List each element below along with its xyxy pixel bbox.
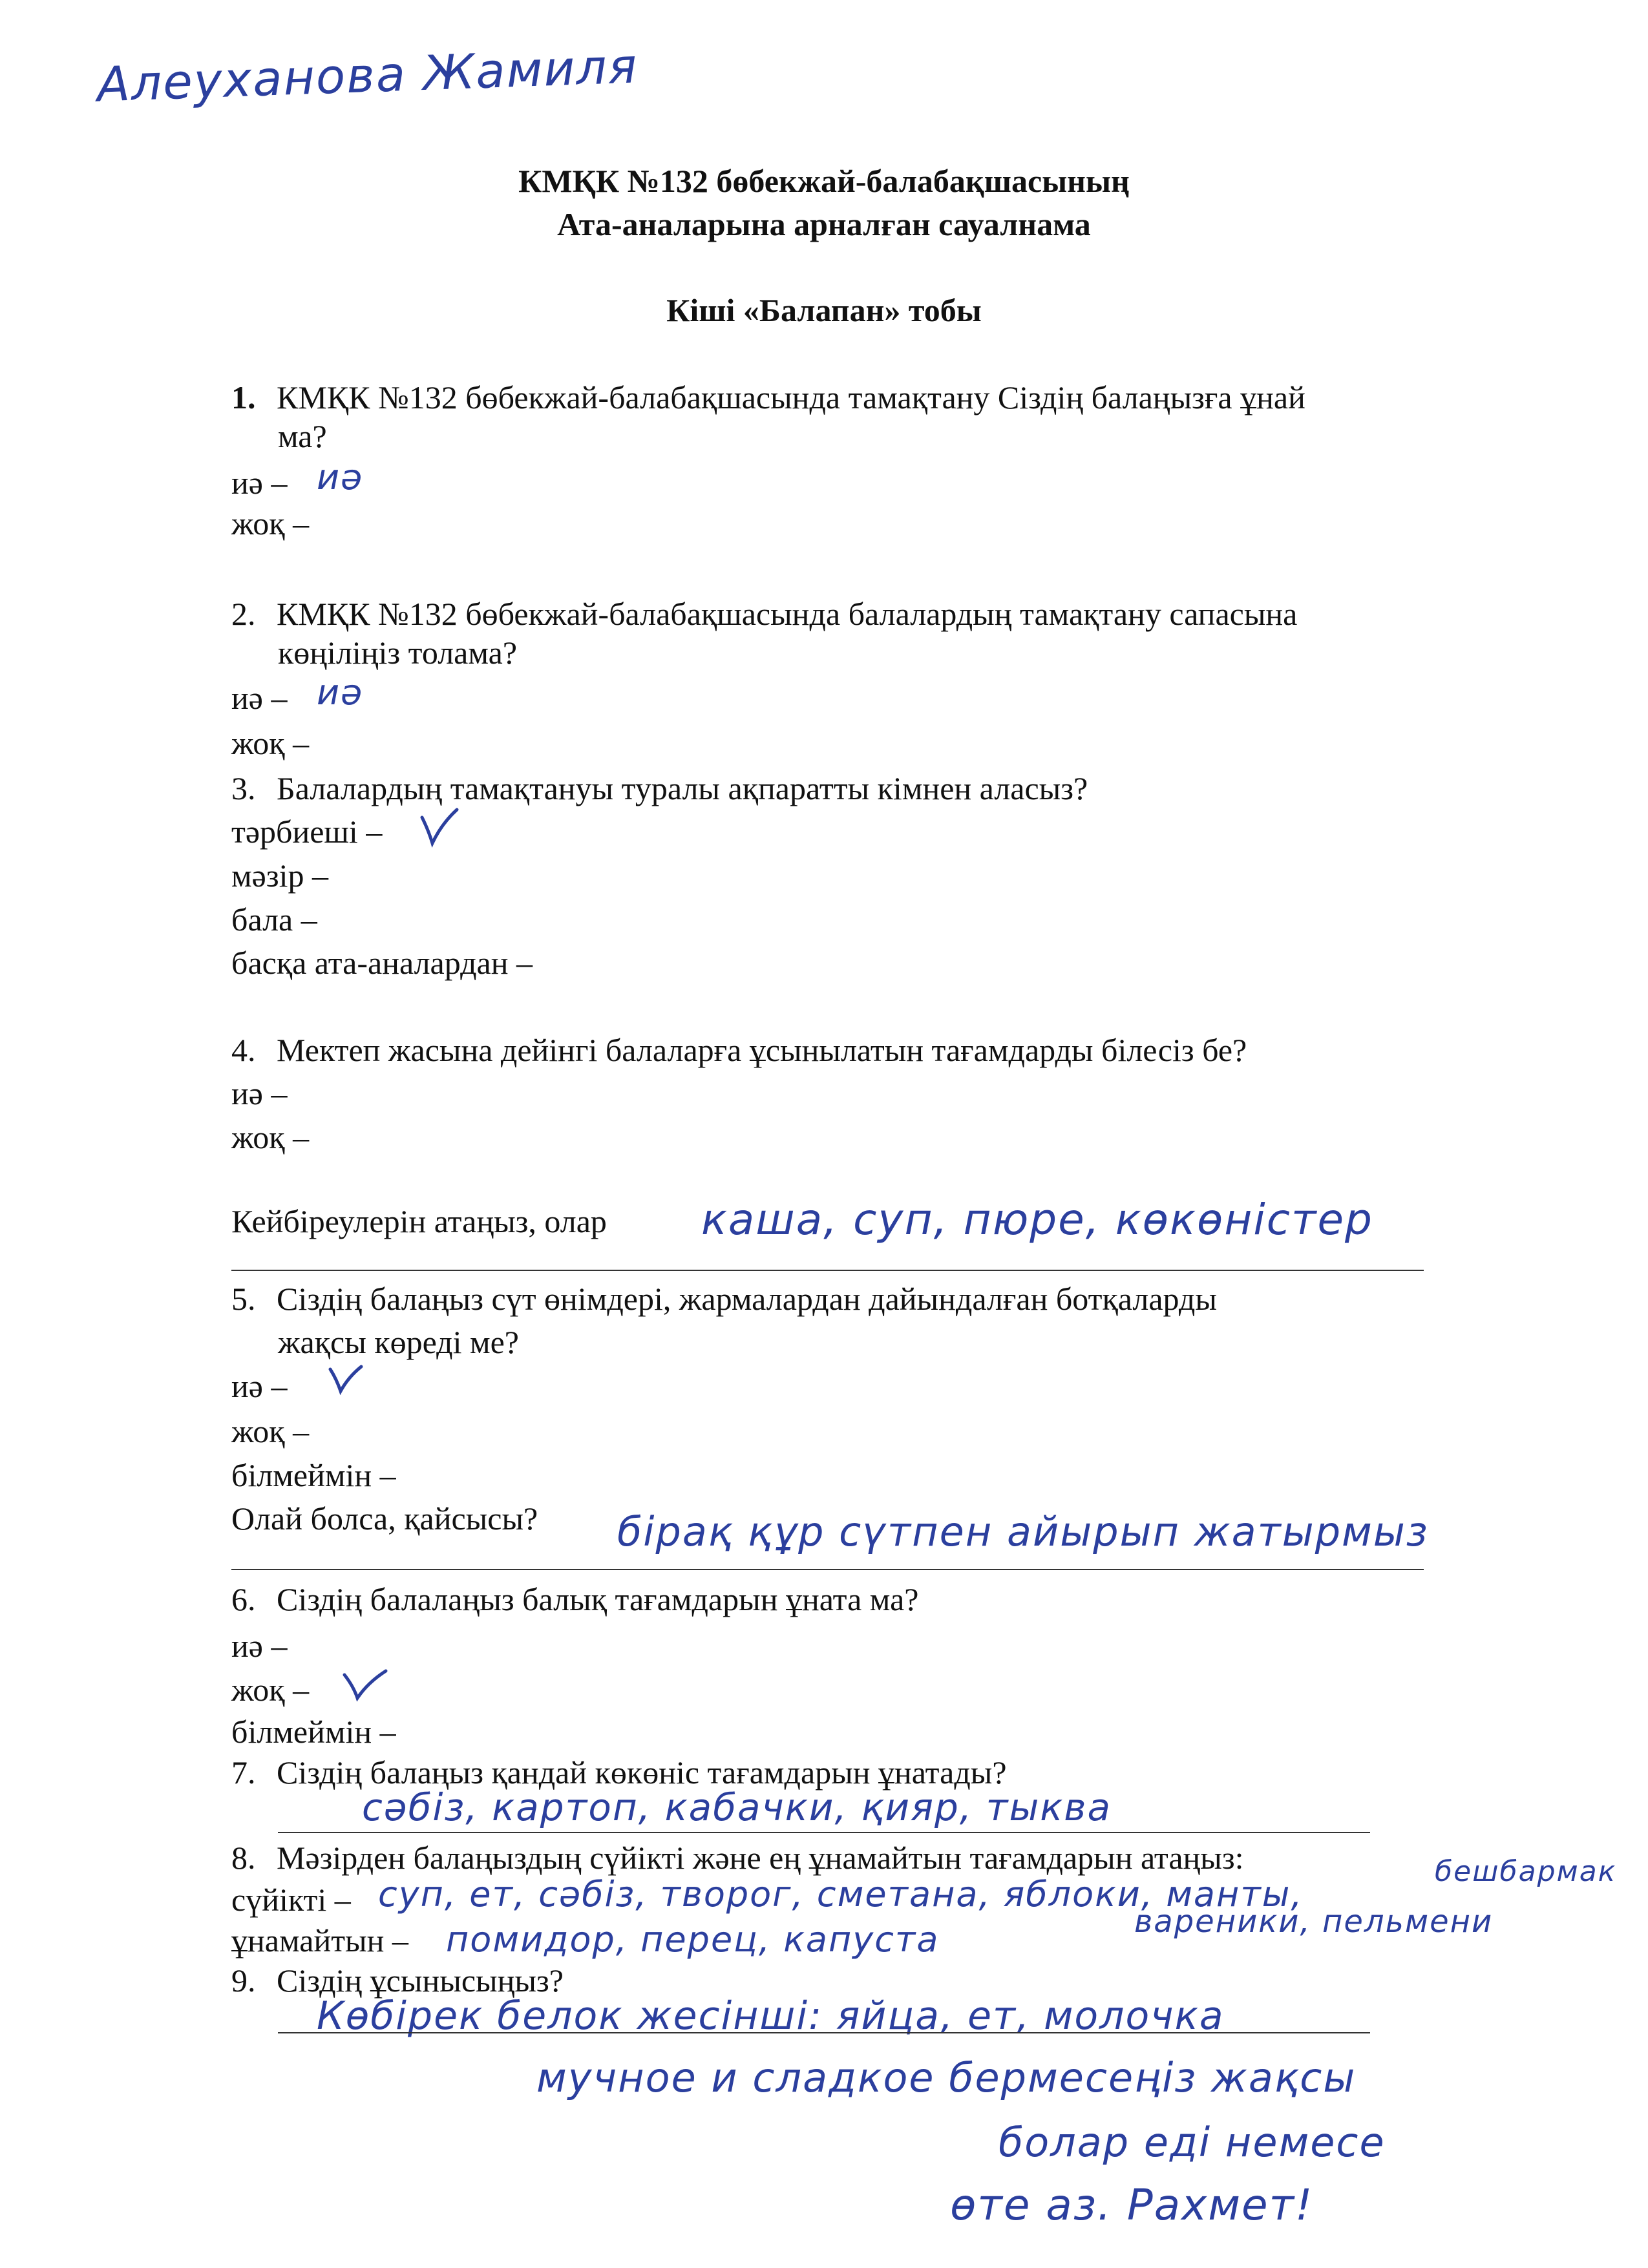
q1-yes-option: иә – [231, 465, 288, 501]
q5-answer-line [231, 1569, 1424, 1570]
q1-answer: иә [317, 457, 364, 498]
q5-dunno-option: білмеймін – [231, 1457, 396, 1493]
q2-text: 2. КМҚК №132 бөбекжай-балабақшасында балалардың тамақтану сапасына [231, 596, 1298, 632]
q8-favorite-label: сүйікті – [231, 1882, 351, 1918]
q4-yes-option: иә – [231, 1075, 288, 1111]
q8-dislike-label: ұнамайтын – [231, 1922, 408, 1958]
q4-no-option: жоқ – [231, 1119, 310, 1155]
q5-which-prompt: Олай болса, қайсысы? [231, 1500, 538, 1537]
q8-favorite-extra: бешбармак [1435, 1855, 1617, 1888]
q1-text: 1. КМҚК №132 бөбекжай-балабақшасында тамақтану Сіздің балаңызға ұнай [231, 379, 1305, 415]
q9-answer-line-3: болар еді немесе [998, 2119, 1386, 2166]
q5-text: 5. Сіздің балаңыз сүт өнімдері, жармалардан дайындалған ботқаларды [231, 1281, 1217, 1317]
q4-name-prompt: Кейбіреулерін атаңыз, олар [231, 1203, 607, 1239]
q1-text-cont: ма? [278, 418, 327, 454]
group-name: Кіші «Балапан» тобы [666, 292, 982, 328]
q1-no-option: жоқ – [231, 505, 310, 541]
q3-option-teacher: тәрбиеші – [231, 814, 383, 850]
q3-option-menu: мәзір – [231, 857, 328, 894]
q9-answer-line-1: Көбірек белок жесінші: яйца, ет, молочка [317, 1993, 1225, 2039]
q7-text: 7. Сіздің балаңыз қандай көкөніс тағамдарын ұнатады? [231, 1754, 1007, 1790]
q2-yes-option: иә – [231, 680, 288, 716]
q6-no-option: жоқ – [231, 1672, 310, 1708]
q3-option-child: бала – [231, 901, 317, 938]
q5-yes-option: иә – [231, 1368, 288, 1404]
q3-text: 3. Балалардың тамақтануы туралы ақпаратты кімнен аласыз? [231, 770, 1088, 806]
q7-answer-line [278, 1832, 1370, 1833]
q6-no-checkmark-icon [339, 1666, 391, 1705]
q1-number: 1. [231, 379, 256, 415]
handwritten-name: Алеуханова Жамиля [96, 38, 639, 113]
q8-dislike-extra: вареники, пельмени [1134, 1904, 1494, 1940]
q9-answer-line [278, 2032, 1370, 2033]
q6-dunno-option: білмеймін – [231, 1714, 396, 1750]
q5-answer: бірақ құр сүтпен айырып жатырмыз [617, 1508, 1429, 1555]
q5-text-cont: жақсы көреді ме? [278, 1324, 519, 1360]
q6-text: 6. Сіздің балалаңыз балық тағамдарын ұната ма? [231, 1581, 919, 1617]
q9-answer-line-4: өте аз. Рахмет! [950, 2180, 1314, 2230]
q7-answer: сәбіз, картоп, кабачки, қияр, тыква [362, 1785, 1112, 1829]
title-survey: Ата-аналарына арналған сауалнама [557, 206, 1091, 242]
q9-text: 9. Сіздің ұсынысыңыз? [231, 1962, 564, 1999]
q3-teacher-checkmark-icon [417, 804, 462, 850]
q4-text: 4. Мектеп жасына дейінгі балаларға ұсынылатын тағамдарды білесіз бе? [231, 1032, 1247, 1068]
q4-answer-line [231, 1270, 1424, 1271]
q9-answer-line-2: мучное и сладкое бермесеңіз жақсы [536, 2054, 1357, 2101]
q8-dislike-answer: помидор, перец, капуста [446, 1919, 940, 1960]
q8-favorite-answer: суп, ет, сәбіз, творог, сметана, яблоки, манты, [378, 1874, 1304, 1915]
q5-no-option: жоқ – [231, 1413, 310, 1449]
q6-yes-option: иә – [231, 1628, 288, 1664]
q5-yes-checkmark-icon [326, 1360, 365, 1399]
q2-text-cont: көңіліңіз толама? [278, 635, 518, 671]
q4-answer: каша, суп, пюре, көкөністер [701, 1195, 1373, 1244]
q8-text: 8. Мәзірден балаңыздың сүйікті және ең ұнамайтын тағамдарын атаңыз: [231, 1840, 1244, 1876]
q2-no-option: жоқ – [231, 725, 310, 761]
title-institution: КМҚК №132 бөбекжай-балабақшасының [518, 163, 1130, 199]
q3-option-parents: басқа ата-аналардан – [231, 945, 533, 981]
q2-answer: иә [317, 672, 364, 713]
